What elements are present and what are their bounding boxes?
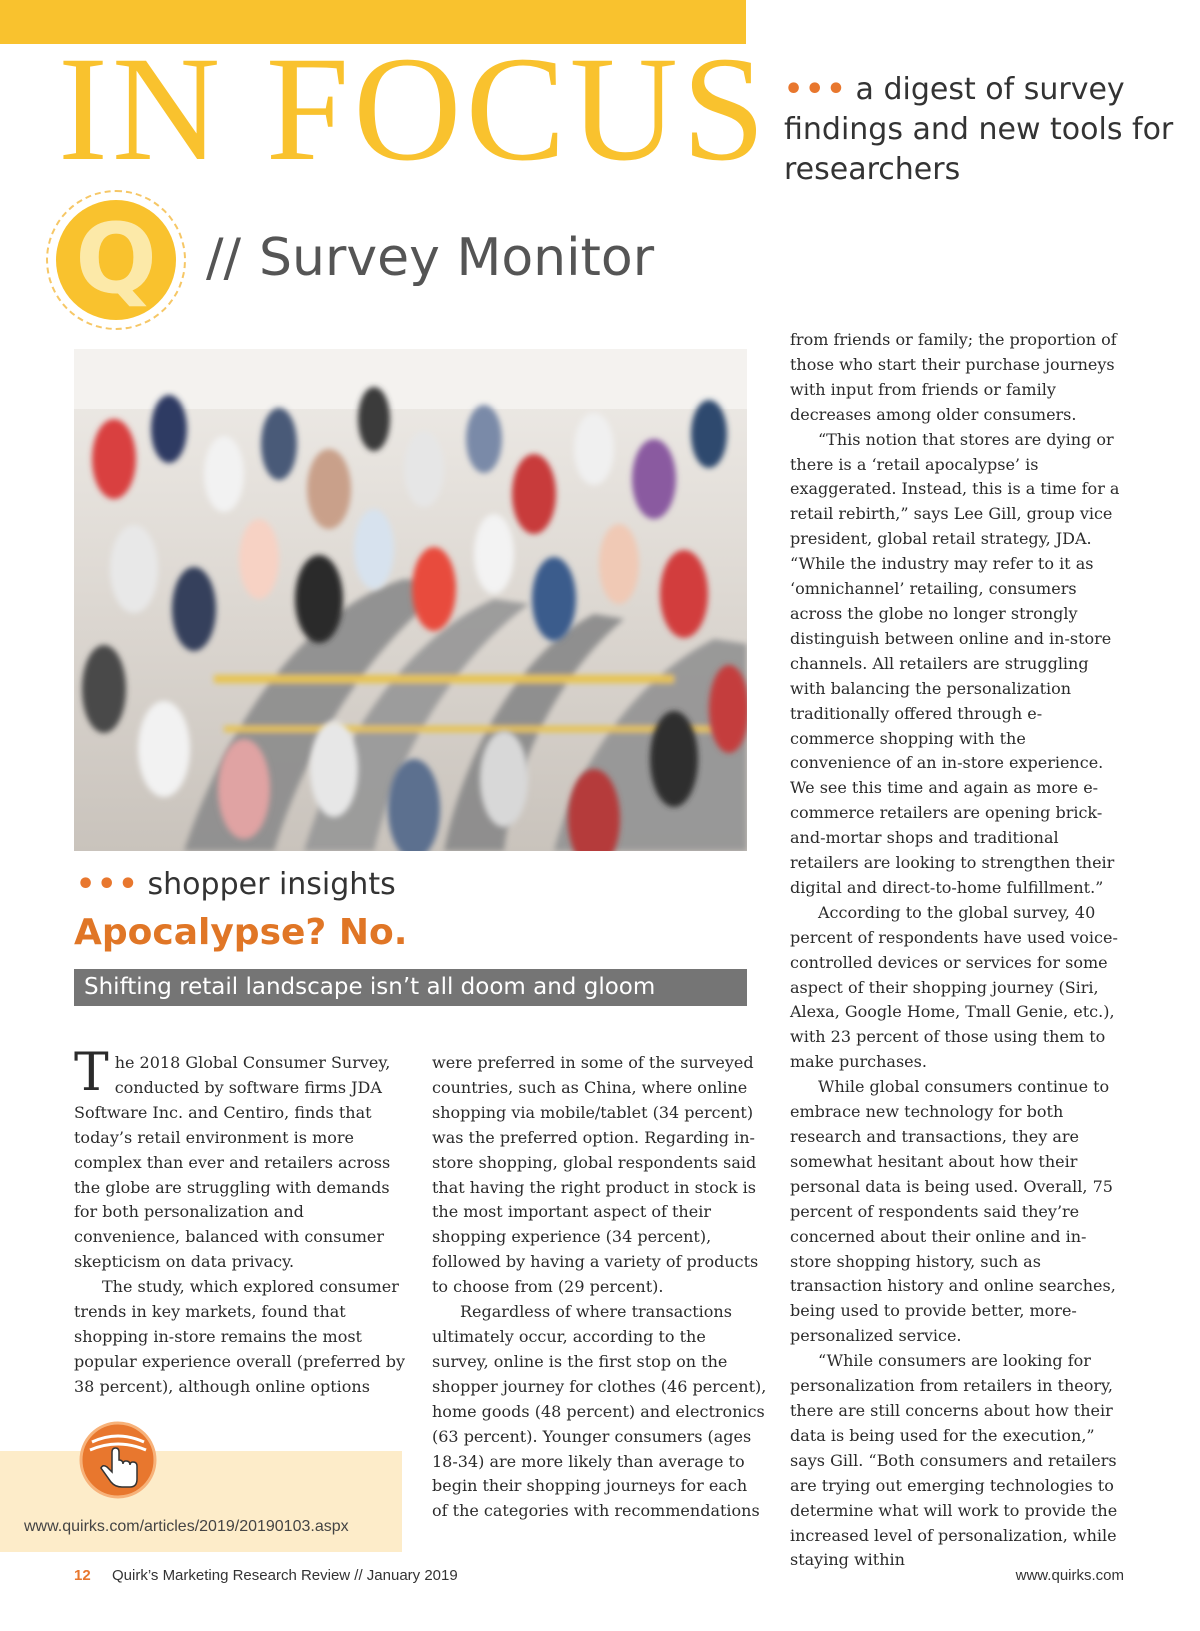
article-column-3 xyxy=(790,328,1125,1573)
tagline-dots: ••• xyxy=(784,72,848,107)
drop-cap: T xyxy=(74,1043,109,1103)
hand-pointer-click-icon[interactable] xyxy=(78,1420,158,1500)
section-slashes: // xyxy=(206,228,242,288)
q-badge-icon: Q xyxy=(56,200,176,320)
crowd-escalator-photo xyxy=(74,349,747,851)
masthead-tagline xyxy=(784,70,1174,190)
masthead-title: IN FOCUS xyxy=(58,26,770,192)
kicker-text: shopper insights xyxy=(147,867,396,902)
column-2-paragraph-1: were preferred in some of the surveyed countries, such as China, where online shopping via mobile/tablet (34 percent) was the preferred option. Regarding in-store shopping, global respondents said that having the right product in stock is the most important aspect of their shopping experience (34 percent), followed by having a variety of products to choose from (29 percent). xyxy=(432,1053,759,1297)
column-3-paragraph-3: According to the global survey, 40 percent of respondents have used voice-controlled devices or services for some aspect of their shopping journey (Siri, Alexa, Google Home, Tmall Genie, etc.), with 23 percent of those using them to make purchases. xyxy=(790,902,1118,1072)
column-1-paragraph-1 xyxy=(74,1043,409,1275)
column-3-paragraph-1: from friends or family; the proportion of those who start their purchase journeys with input from friends or family decreases among older consumers. xyxy=(790,330,1117,424)
article-column-1 xyxy=(74,1043,409,1400)
section-title-text: Survey Monitor xyxy=(259,228,655,288)
tagline-text: a digest of survey findings and new tools for researchers xyxy=(784,72,1174,187)
column-1-paragraph-1-text: he 2018 Global Consumer Survey, conducted by software firms JDA Software Inc. and Centiro, finds that today’s retail environment is more complex than ever and retailers across the globe are struggling with demands for both personalization and convenience, balanced with consumer skepticism on data privacy. xyxy=(74,1053,391,1272)
column-3-paragraph-4: While global consumers continue to embrace new technology for both research and transactions, they are somewhat hesitant about how their personal data is being used. Overall, 75 percent of respondents said they’re concerned about their online and in-store shopping history, such as transaction history and online searches, being used to provide better, more-personalized service. xyxy=(790,1077,1116,1346)
article-kicker xyxy=(76,866,396,904)
section-title xyxy=(206,226,654,290)
publication-info: Quirk’s Marketing Research Review // January 2019 xyxy=(112,1567,458,1584)
column-3-paragraph-5: “While consumers are looking for personalization from retailers in theory, there are still concerns about how their data is being used for the execution,” says Gill. “Both consumers and retailers are trying out emerging technologies to determine what will work to provide the increased level of personalization, while staying within xyxy=(790,1351,1118,1570)
page-number: 12 xyxy=(74,1567,91,1584)
article-url-link[interactable]: www.quirks.com/articles/2019/20190103.aspx xyxy=(24,1518,349,1535)
crowd-photo-illustration xyxy=(74,349,747,851)
column-2-paragraph-2: Regardless of where transactions ultimately occur, according to the survey, online is the first stop on the shopper journey for clothes (46 percent), home goods (48 percent) and electronics (63 percent). Younger consumers (ages 18-34) are more likely than average to begin their shopping journeys for each of the categories with recommendations xyxy=(432,1302,767,1521)
article-column-2 xyxy=(432,1051,767,1524)
article-headline: Apocalypse? No. xyxy=(74,912,408,953)
article-deck: Shifting retail landscape isn’t all doom and gloom xyxy=(74,969,747,1006)
column-3-paragraph-2: “This notion that stores are dying or there is a ‘retail apocalypse’ is exaggerated. Instead, this is a time for a retail rebirth,” says Lee Gill, group vice president, global retail strategy, JDA. “While the industry may refer to it as ‘omnichannel’ retailing, consumers across the globe no longer strongly distinguish between online and in-store channels. All retailers are struggling with balancing the personalization traditionally offered through e-commerce shopping with the convenience of an in-store experience. We see this time and again as more e-commerce retailers are opening brick-and-mortar shops and traditional retailers are looking to strengthen their digital and direct-to-home fulfillment.” xyxy=(790,429,1120,897)
column-1-paragraph-2: The study, which explored consumer trends in key markets, found that shopping in-store remains the most popular experience overall (preferred by 38 percent), although online options xyxy=(74,1277,406,1396)
footer-site-link[interactable]: www.quirks.com xyxy=(1015,1567,1124,1584)
kicker-dots: ••• xyxy=(76,867,140,902)
